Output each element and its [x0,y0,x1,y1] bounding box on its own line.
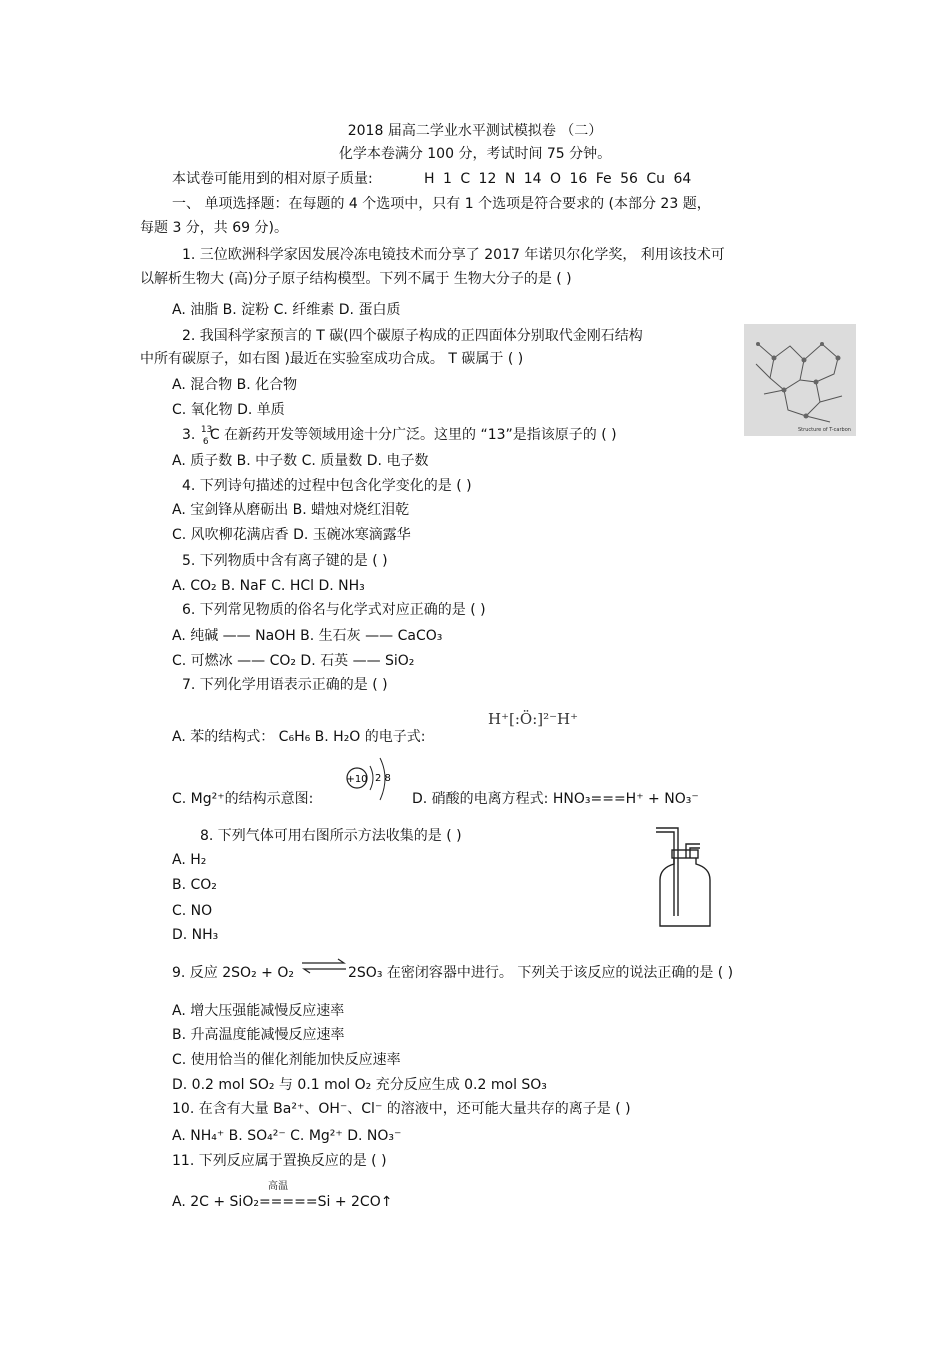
q9-option-b: B. 升高温度能减慢反应速率 [172,1027,345,1043]
t-carbon-caption: Structure of T-carbon [798,427,851,433]
shell-arc-1 [370,766,373,790]
q3-mass-number: 13 [200,425,213,435]
q5-options: A. CO₂ B. NaF C. HCl D. NH₃ [172,578,365,594]
q10-options: A. NH₄⁺ B. SO₄²⁻ C. Mg²⁺ D. NO₃⁻ [172,1128,402,1144]
nucleus-charge: +10 [346,774,368,785]
atomic-masses: H 1 C 12 N 14 O 16 Fe 56 Cu 64 [424,171,692,187]
q3-stem [182,425,617,447]
q9-stem-suffix: 2SO₃ 在密闭容器中进行。 下列关于该反应的说法正确的是 ( ) [348,965,734,981]
section-heading: 一、 单项选择题：在每题的 4 个选项中，只有 1 个选项是符合要求的 (本部分 23 题， [172,196,711,212]
gas-collection-bottle-diagram [652,824,714,930]
t-carbon-lattice-icon [744,324,856,436]
q6-options-ab: A. 纯碱 —— NaOH B. 生石灰 —— CaCO₃ [172,628,443,644]
atomic-masses-label: 本试卷可能用到的相对原子质量: [172,171,373,187]
section-heading-cont: 每题 3 分，共 69 分)。 [140,220,288,236]
reversible-arrow-icon [300,958,348,974]
water-electron-formula: H⁺[:Ö:]²⁻H⁺ [488,710,579,728]
q8-option-b: B. CO₂ [172,877,217,893]
q9-option-c: C. 使用恰当的催化剂能加快反应速率 [172,1052,401,1068]
q3-text: C 在新药开发等领域用途十分广泛。这里的 “13”是指该原子的 ( ) [209,427,617,443]
q7-stem: 7. 下列化学用语表示正确的是 ( ) [182,677,388,693]
q3-options: A. 质子数 B. 中子数 C. 质量数 D. 电子数 [172,453,429,469]
q7-option-d: D. 硝酸的电离方程式: HNO₃===H⁺ + NO₃⁻ [412,791,699,807]
q1-stem: 1. 三位欧洲科学家因发展冷冻电镜技术而分享了 2017 年诺贝尔化学奖， 利用该技术可 [182,247,725,263]
t-carbon-structure-image [744,324,856,436]
q10-stem: 10. 在含有大量 Ba²⁺、OH⁻、Cl⁻ 的溶液中，还可能大量共存的离子是 ( ) [172,1101,631,1117]
long-tube [656,828,678,916]
exam-title: 2018 届高二学业水平测试模拟卷 （二） [347,123,603,139]
q8-option-c: C. NO [172,903,213,919]
q11-option-a: A. 2C + SiO₂=====Si + 2CO↑ [172,1194,393,1210]
exam-subtitle: 化学本卷满分 100 分，考试时间 75 分钟。 [338,146,612,162]
q6-options-cd: C. 可燃冰 —— CO₂ D. 石英 —— SiO₂ [172,653,415,669]
bottle-stopper [672,850,698,858]
q1-stem-cont: 以解析生物大 (高)分子原子结构模型。下列不属于 生物大分子的是 ( ) [140,271,572,287]
q7-option-c: C. Mg²⁺的结构示意图: [172,791,314,807]
q11-stem: 11. 下列反应属于置换反应的是 ( ) [172,1153,387,1169]
q2-options-ab: A. 混合物 B. 化合物 [172,377,298,393]
q9-option-a: A. 增大压强能减慢反应速率 [172,1003,345,1019]
q2-stem-cont: 中所有碳原子，如右图 )最近在实验室成功合成。 T 碳属于 ( ) [140,351,524,367]
q8-option-a: A. H₂ [172,852,207,868]
q2-options-cd: C. 氧化物 D. 单质 [172,402,285,418]
q11-reaction-condition: 高温 [268,1181,288,1192]
q3-number: 3. [182,427,196,443]
q9-option-d: D. 0.2 mol SO₂ 与 0.1 mol O₂ 充分反应生成 0.2 mol SO₃ [172,1077,547,1093]
q3-isotope-notation [200,425,213,447]
q4-options-ab: A. 宝剑锋从磨砺出 B. 蜡烛对烧红泪乾 [172,502,410,518]
q3-atomic-number: 6 [202,437,209,447]
q4-options-cd: C. 风吹柳花满店香 D. 玉碗冰寒滴露华 [172,527,411,543]
mg-ion-structure-diagram [340,756,400,806]
electron-shells: 2 8 [375,773,391,784]
q5-stem: 5. 下列物质中含有离子键的是 ( ) [182,553,388,569]
q8-option-d: D. NH₃ [172,927,219,943]
q6-stem: 6. 下列常见物质的俗名与化学式对应正确的是 ( ) [182,602,486,618]
q1-options: A. 油脂 B. 淀粉 C. 纤维素 D. 蛋白质 [172,302,401,318]
q8-stem: 8. 下列气体可用右图所示方法收集的是 ( ) [200,828,462,844]
bottle-body [660,858,710,926]
q4-stem: 4. 下列诗句描述的过程中包含化学变化的是 ( ) [182,478,472,494]
q2-stem: 2. 我国科学家预言的 T 碳(四个碳原子构成的正四面体分别取代金刚石结构 [182,328,643,344]
q7-options-ab: A. 苯的结构式： C₆H₆ B. H₂O 的电子式: [172,729,426,745]
q9-stem-prefix: 9. 反应 2SO₂ + O₂ [172,965,294,981]
